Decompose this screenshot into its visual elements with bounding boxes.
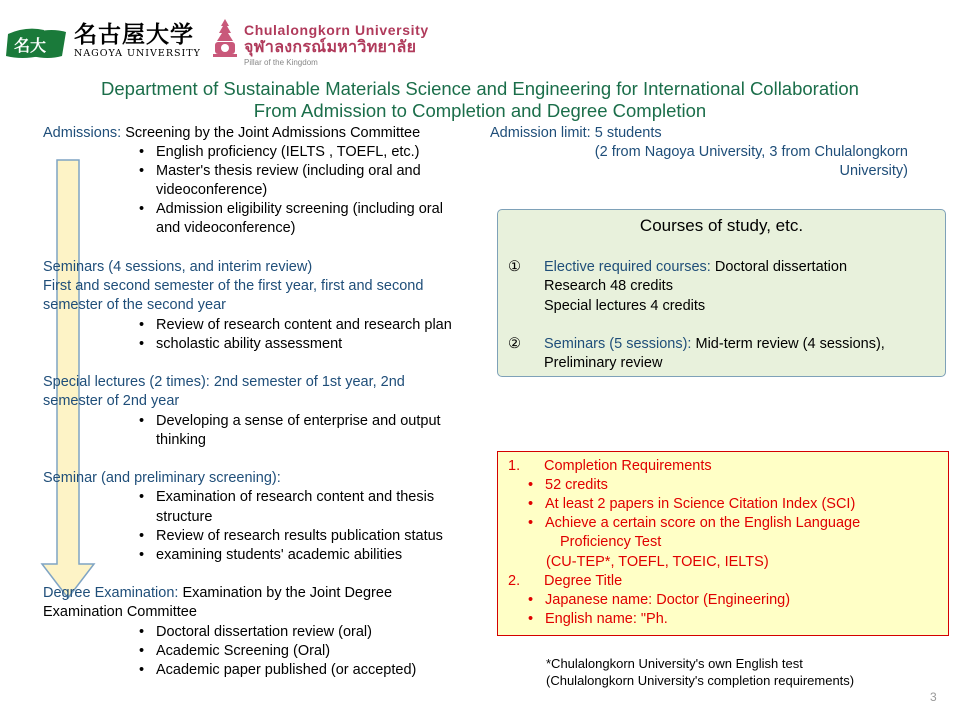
chula-tagline: Pillar of the Kingdom (244, 58, 318, 67)
nagoya-university-wordmark (74, 22, 201, 60)
list-item: • scholastic ability assessment (139, 336, 343, 352)
degree-title-heading: Degree Title (544, 573, 623, 589)
admissions-text: Screening by the Joint Admissions Committee (121, 125, 421, 141)
course-item-1-line-2: Research 48 credits (544, 278, 673, 294)
course-item-2 (544, 335, 885, 354)
course-item-1-label: Elective required courses: (544, 259, 711, 275)
list-item-continued: and videoconference) (156, 220, 296, 236)
degree-examination-label: Degree Examination: (43, 585, 179, 601)
chula-th-name: จุฬาลงกรณ์มหาวิทยาลัย (244, 39, 417, 56)
list-item: • Achieve a certain score on the English Language (528, 515, 861, 531)
footnote-line-1: *Chulalongkorn University's own English test (546, 656, 803, 671)
list-item: • English proficiency (IELTS , TOEFL, etc.) (139, 144, 420, 160)
list-item: • Master's thesis review (including oral and (139, 163, 421, 179)
list-item: • Academic paper published (or accepted) (139, 662, 417, 678)
list-item: • Admission eligibility screening (including oral (139, 201, 443, 217)
list-item-continued: videoconference) (156, 182, 268, 198)
completion-requirements-heading: Completion Requirements (544, 458, 712, 474)
degree-examination-heading (43, 584, 392, 603)
seminar-preliminary-heading: Seminar (and preliminary screening): (43, 470, 281, 486)
special-lectures-heading-2: semester of 2nd year (43, 393, 180, 409)
list-item: • Japanese name: Doctor (Engineering) (528, 592, 791, 608)
nagoya-university-logo-mark (6, 26, 68, 60)
seminars-subheading-1: First and second semester of the first year, first and second (43, 278, 424, 294)
chula-en-name: Chulalongkorn University (244, 22, 429, 38)
list-item: • At least 2 papers in Science Citation Index (SCI) (528, 496, 856, 512)
list-item: • Examination of research content and thesis (139, 489, 435, 505)
list-item-continued: Proficiency Test (560, 534, 662, 550)
admissions-label: Admissions: (43, 125, 122, 141)
requirement-number-1: 1. (508, 458, 521, 474)
list-item: • examining students' academic abilities (139, 547, 403, 563)
slide-title-line-1: Department of Sustainable Materials Science and Engineering for International Collaboration (101, 78, 859, 99)
admission-limit: Admission limit: 5 students (490, 125, 662, 141)
page-number: 3 (930, 690, 937, 704)
list-item: • Review of research results publication status (139, 528, 443, 544)
courses-title: Courses of study, etc. (639, 216, 804, 235)
chulalongkorn-crest-icon (211, 18, 239, 58)
seminars-subheading-2: semester of the second year (43, 297, 226, 313)
nagoya-mark-text: 名大 (14, 36, 47, 55)
nagoya-en-name: NAGOYA UNIVERSITY (74, 48, 201, 59)
degree-examination-text: Examination by the Joint Degree (178, 585, 393, 601)
course-item-marker-2: ② (508, 336, 521, 352)
admission-limit-detail-1: (2 from Nagoya University, 3 from Chulalongkorn (594, 144, 908, 160)
list-item: • Doctoral dissertation review (oral) (139, 624, 372, 640)
list-item-continued: structure (156, 509, 213, 525)
slide-title-line-2: From Admission to Completion and Degree Completion (253, 100, 707, 121)
degree-examination-text-2: Examination Committee (43, 604, 197, 620)
admission-limit-detail-2: University) (839, 163, 908, 179)
list-item-continued: (CU-TEP*, TOEFL, TOEIC, IELTS) (546, 554, 769, 570)
course-item-2-text: Mid-term review (4 sessions), (691, 336, 885, 352)
list-item: • English name: "Ph. (528, 611, 668, 627)
course-item-2-label: Seminars (5 sessions): (544, 336, 692, 352)
course-item-1-line-3: Special lectures 4 credits (544, 298, 706, 314)
course-item-marker-1: ① (508, 259, 521, 275)
list-item: • 52 credits (528, 477, 608, 493)
list-item-continued: thinking (156, 432, 206, 448)
special-lectures-heading-1: Special lectures (2 times): 2nd semester of 1st year, 2nd (43, 374, 405, 390)
requirement-number-2: 2. (508, 573, 521, 589)
admissions-heading (43, 124, 420, 143)
course-item-2-line-2: Preliminary review (544, 355, 663, 371)
list-item: • Developing a sense of enterprise and output (139, 413, 441, 429)
course-item-1-text: Doctoral dissertation (710, 259, 848, 275)
footnote-line-2: (Chulalongkorn University's completion requirements) (546, 673, 855, 688)
seminars-heading: Seminars (4 sessions, and interim review) (43, 259, 313, 275)
list-item: • Academic Screening (Oral) (139, 643, 331, 659)
nagoya-jp-name: 名古屋大学 (74, 21, 194, 48)
course-item-1 (544, 258, 847, 277)
list-item: • Review of research content and research plan (139, 317, 452, 333)
chulalongkorn-wordmark (244, 22, 429, 68)
